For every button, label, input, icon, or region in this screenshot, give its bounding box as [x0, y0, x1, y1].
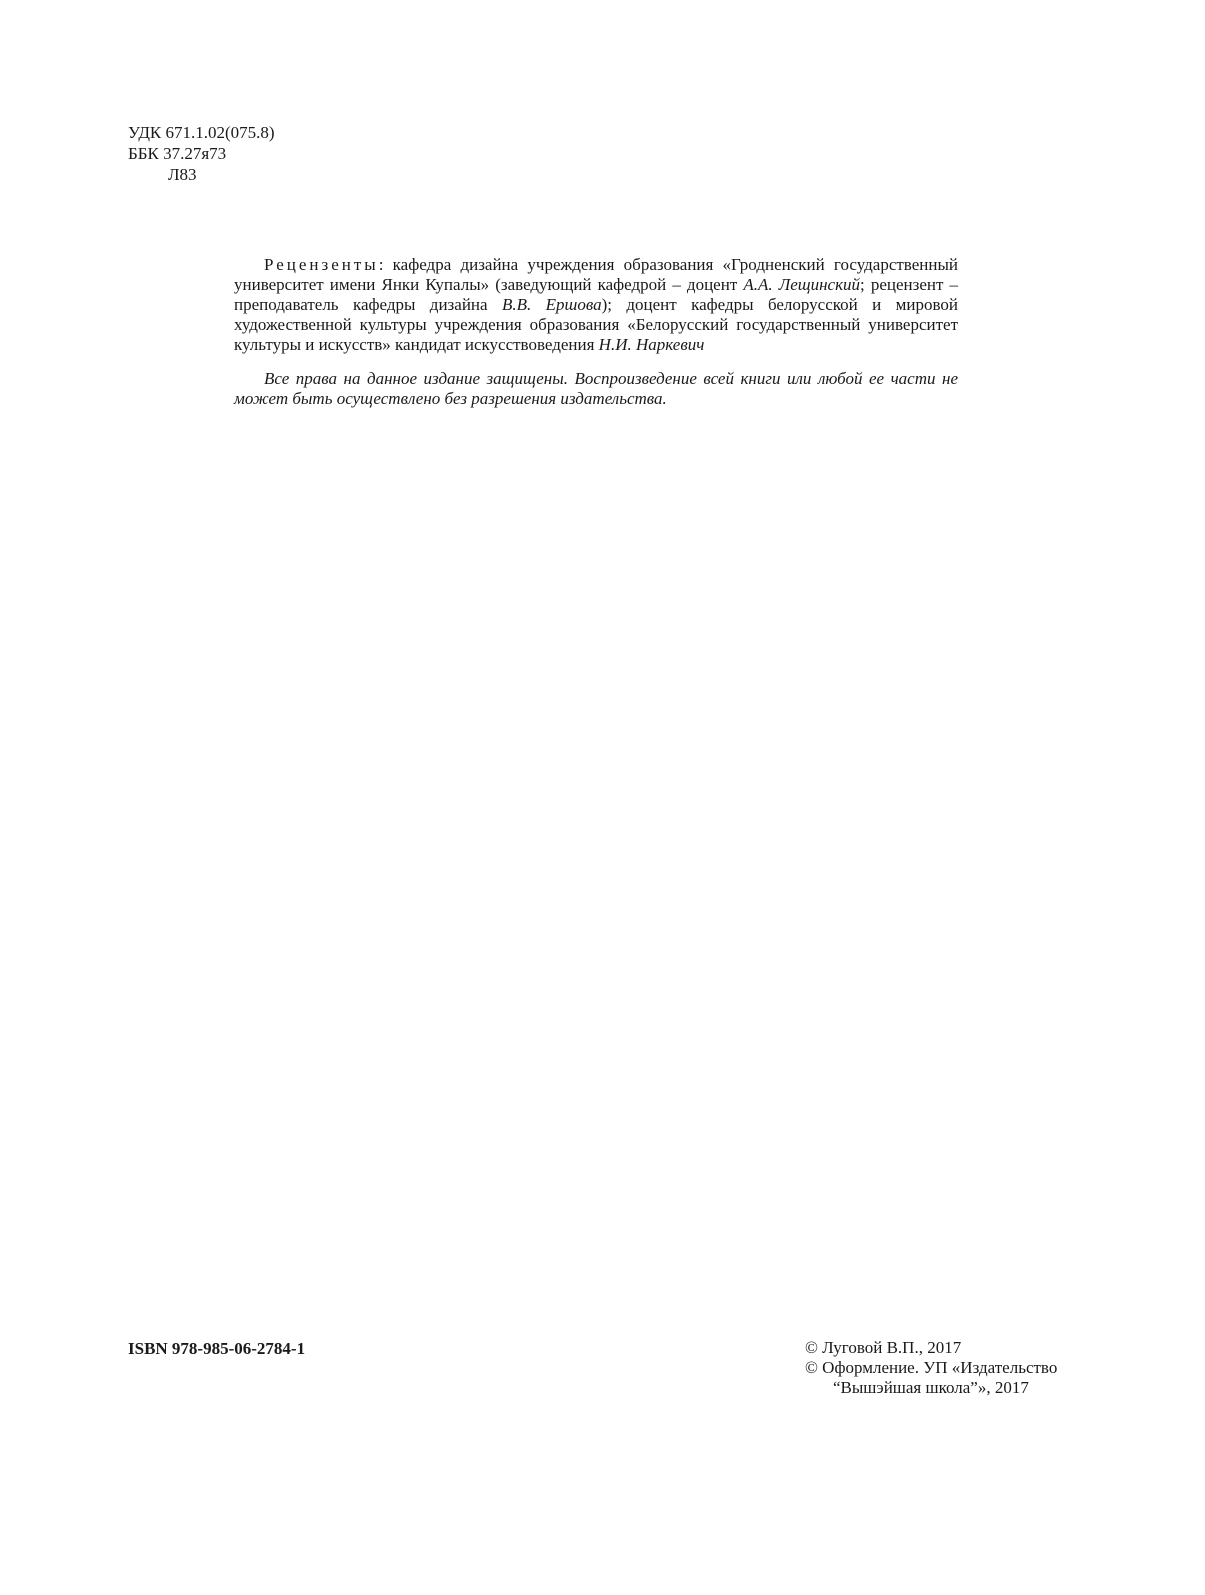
reviewer-name-1: А.А. Лещинский: [743, 275, 861, 294]
rights-text: Все права на данное издание защищены. Воспроизведение всей книги или любой ее части не может быть осуществлено без разрешения издательства.: [234, 369, 958, 408]
reviewers-heading: Рецензенты: [264, 255, 379, 274]
reviewers-paragraph: [234, 255, 958, 355]
reviewers-text-3: ); доцент кафедры белорусской и мировой художественной культуры учреждения образования «Белорусский государственный университет культуры и искусств» кандидат искусствоведения: [234, 295, 959, 354]
rights-notice: [234, 369, 958, 409]
bbk-code: ББК 37.27я73: [128, 144, 227, 163]
copyright-block: [805, 1338, 1057, 1398]
isbn: ISBN 978-985-06-2784-1: [128, 1339, 306, 1358]
copyright-design: © Оформление. УП «Издательство: [805, 1358, 1058, 1377]
classification-block: [128, 122, 275, 185]
reviewers-text-1: : кафедра дизайна учреждения образования «Гродненский государственный университет имени Янки Купалы» (заведующий кафедрой – доцент: [234, 255, 958, 294]
udk-code: УДК 671.1.02(075.8): [128, 123, 275, 142]
reviewer-name-2: В.В. Ершова: [501, 295, 602, 314]
copyright-publisher: “Вышэйшая школа”», 2017: [833, 1378, 1029, 1397]
reviewers-text-2: ; рецензент – преподаватель кафедры дизайна: [234, 275, 959, 314]
copyright-author: © Луговой В.П., 2017: [805, 1338, 962, 1357]
author-mark: Л83: [168, 165, 197, 184]
reviewer-name-3: Н.И. Наркевич: [598, 335, 705, 354]
